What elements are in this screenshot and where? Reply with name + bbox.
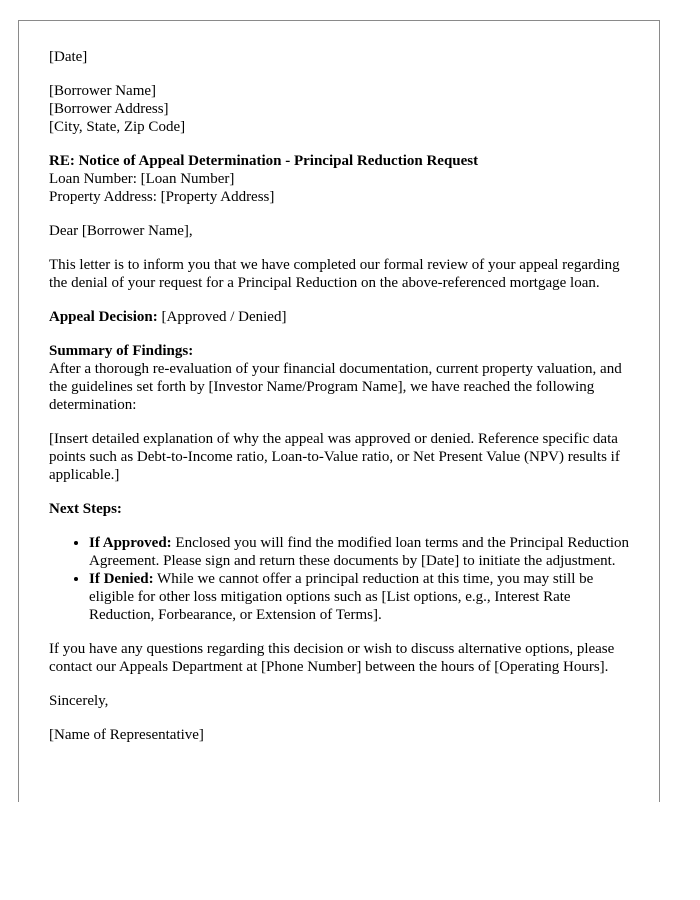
appeal-decision-value: [Approved / Denied]: [157, 309, 287, 325]
explanation-paragraph: [Insert detailed explanation of why the appeal was approved or denied. Reference specific data points such as Debt-to-Income ratio, Loan-to-Value ratio, or Net Present Value (NPV) results if applicable.]: [49, 431, 620, 483]
signature: [Name of Representative]: [49, 727, 204, 743]
recipient-city-state-zip: [City, State, Zip Code]: [49, 119, 186, 135]
intro-paragraph: This letter is to inform you that we have completed our formal review of your appeal regarding the denial of your request for a Principal Reduction on the above-referenced mortgage loan.: [49, 257, 620, 291]
reference-subject: RE: Notice of Appeal Determination - Principal Reduction Request: [49, 153, 479, 169]
reference-block: [49, 152, 639, 206]
list-item: [89, 570, 639, 624]
appeal-decision-label: Appeal Decision:: [49, 309, 158, 325]
recipient-address: [Borrower Address]: [49, 101, 169, 117]
closing: Sincerely,: [49, 693, 109, 709]
salutation: Dear [Borrower Name],: [49, 223, 193, 239]
findings-heading: Summary of Findings:: [49, 343, 194, 359]
findings-block: [49, 342, 639, 414]
letter-content: [49, 48, 639, 760]
letter-page: [18, 20, 660, 802]
next-steps-list: [49, 534, 639, 624]
reference-loan-number: Loan Number: [Loan Number]: [49, 171, 235, 187]
list-item: [89, 534, 639, 570]
next-step-text: Enclosed you will find the modified loan terms and the Principal Reduction Agreement. Please sign and return these documents by [Date] to initiate the adjustment.: [89, 535, 630, 569]
contact-paragraph: If you have any questions regarding this decision or wish to discuss alternative options, please contact our Appeals Department at [Phone Number] between the hours of [Operating Hours].: [49, 641, 615, 675]
recipient-block: [49, 82, 639, 136]
reference-property-address: Property Address: [Property Address]: [49, 189, 275, 205]
next-step-label: If Denied:: [89, 571, 154, 587]
findings-text: After a thorough re-evaluation of your financial documentation, current property valuation, and the guidelines set forth by [Investor Name/Program Name], we have reached the following determination:: [49, 361, 622, 413]
next-step-label: If Approved:: [89, 535, 172, 551]
appeal-decision: [49, 308, 639, 326]
letter-date: [Date]: [49, 49, 88, 65]
next-steps-heading: Next Steps:: [49, 501, 122, 517]
recipient-name: [Borrower Name]: [49, 83, 157, 99]
next-step-text: While we cannot offer a principal reduction at this time, you may still be eligible for other loss mitigation options such as [List options, e.g., Interest Rate Reduction, Forbearance, or Extension of Terms].: [89, 571, 594, 623]
